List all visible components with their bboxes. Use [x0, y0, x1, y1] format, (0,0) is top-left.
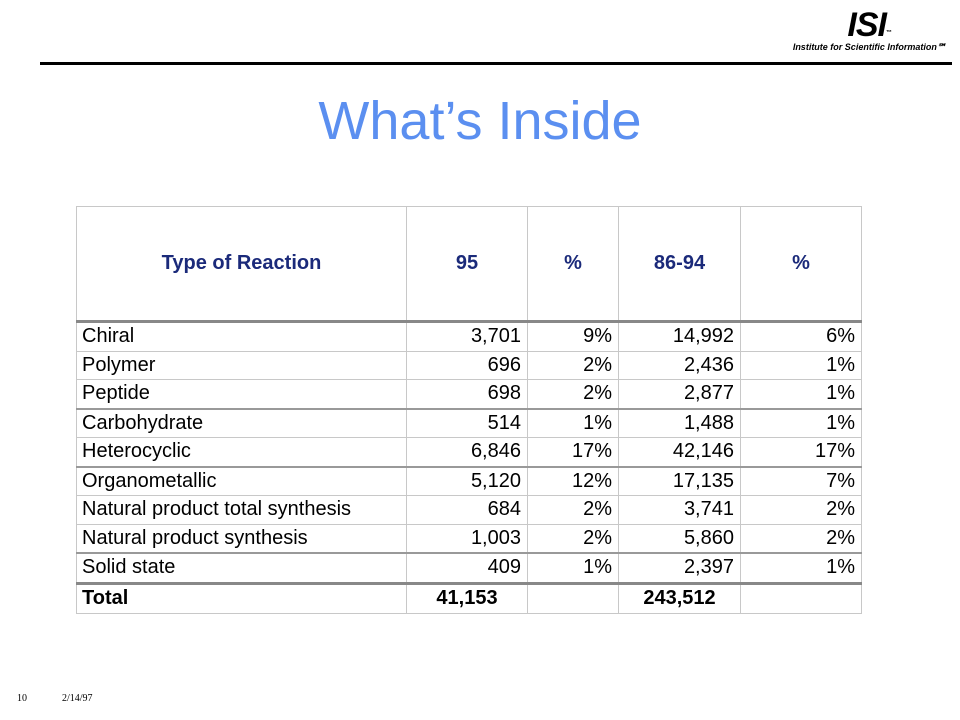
cell-86-94: 3,741	[619, 496, 741, 525]
cell-pct-86-94: 1%	[741, 409, 862, 438]
total-pct-86-94	[741, 583, 862, 613]
cell-95: 5,120	[407, 467, 528, 496]
row-label: Polymer	[77, 351, 407, 380]
cell-pct-86-94: 7%	[741, 467, 862, 496]
cell-pct-86-94: 1%	[741, 351, 862, 380]
table-row	[77, 496, 862, 525]
row-label: Solid state	[77, 553, 407, 583]
cell-95: 6,846	[407, 438, 528, 467]
slide-title: What’s Inside	[318, 91, 642, 151]
total-row	[77, 583, 862, 613]
header-percent-95: %	[528, 207, 619, 322]
cell-pct-86-94: 17%	[741, 438, 862, 467]
cell-95: 698	[407, 380, 528, 409]
cell-95: 696	[407, 351, 528, 380]
table-row	[77, 380, 862, 409]
logo-subtitle: Institute for Scientific Information℠	[792, 42, 946, 52]
total-pct-95	[528, 583, 619, 613]
total-95: 41,153	[407, 583, 528, 613]
table-row	[77, 351, 862, 380]
table-row	[77, 467, 862, 496]
cell-95: 514	[407, 409, 528, 438]
cell-pct-95: 1%	[528, 409, 619, 438]
cell-95: 409	[407, 553, 528, 583]
header-95: 95	[407, 207, 528, 322]
cell-pct-95: 2%	[528, 351, 619, 380]
cell-pct-86-94: 2%	[741, 524, 862, 553]
cell-86-94: 17,135	[619, 467, 741, 496]
cell-pct-95: 17%	[528, 438, 619, 467]
row-label: Natural product total synthesis	[77, 496, 407, 525]
logo-trademark: ™	[886, 30, 892, 36]
header-percent-86-94: %	[741, 207, 862, 322]
cell-pct-86-94: 2%	[741, 496, 862, 525]
cell-pct-95: 2%	[528, 380, 619, 409]
footer-date: 2/14/97	[62, 693, 93, 704]
row-label: Chiral	[77, 322, 407, 352]
cell-pct-95: 2%	[528, 496, 619, 525]
cell-86-94: 1,488	[619, 409, 741, 438]
table-row	[77, 438, 862, 467]
row-label: Natural product synthesis	[77, 524, 407, 553]
cell-86-94: 5,860	[619, 524, 741, 553]
cell-95: 684	[407, 496, 528, 525]
cell-86-94: 42,146	[619, 438, 741, 467]
table-row	[77, 524, 862, 553]
row-label: Peptide	[77, 380, 407, 409]
header-rule	[40, 62, 952, 65]
table-row	[77, 553, 862, 583]
cell-86-94: 14,992	[619, 322, 741, 352]
table-header-row	[77, 207, 862, 322]
logo-mark: ISI	[847, 6, 886, 44]
reactions-table	[76, 206, 862, 614]
cell-86-94: 2,397	[619, 553, 741, 583]
cell-pct-95: 9%	[528, 322, 619, 352]
row-label: Heterocyclic	[77, 438, 407, 467]
row-label: Organometallic	[77, 467, 407, 496]
cell-pct-95: 12%	[528, 467, 619, 496]
page-number: 10	[17, 693, 27, 704]
header-type-of-reaction: Type of Reaction	[77, 207, 407, 322]
cell-pct-86-94: 6%	[741, 322, 862, 352]
cell-pct-95: 2%	[528, 524, 619, 553]
row-label: Carbohydrate	[77, 409, 407, 438]
total-label: Total	[77, 583, 407, 613]
cell-95: 1,003	[407, 524, 528, 553]
isi-logo	[746, 8, 946, 56]
header-86-94: 86-94	[619, 207, 741, 322]
cell-95: 3,701	[407, 322, 528, 352]
total-86-94: 243,512	[619, 583, 741, 613]
cell-86-94: 2,436	[619, 351, 741, 380]
table-row	[77, 409, 862, 438]
cell-86-94: 2,877	[619, 380, 741, 409]
table-row	[77, 322, 862, 352]
cell-pct-95: 1%	[528, 553, 619, 583]
cell-pct-86-94: 1%	[741, 553, 862, 583]
cell-pct-86-94: 1%	[741, 380, 862, 409]
